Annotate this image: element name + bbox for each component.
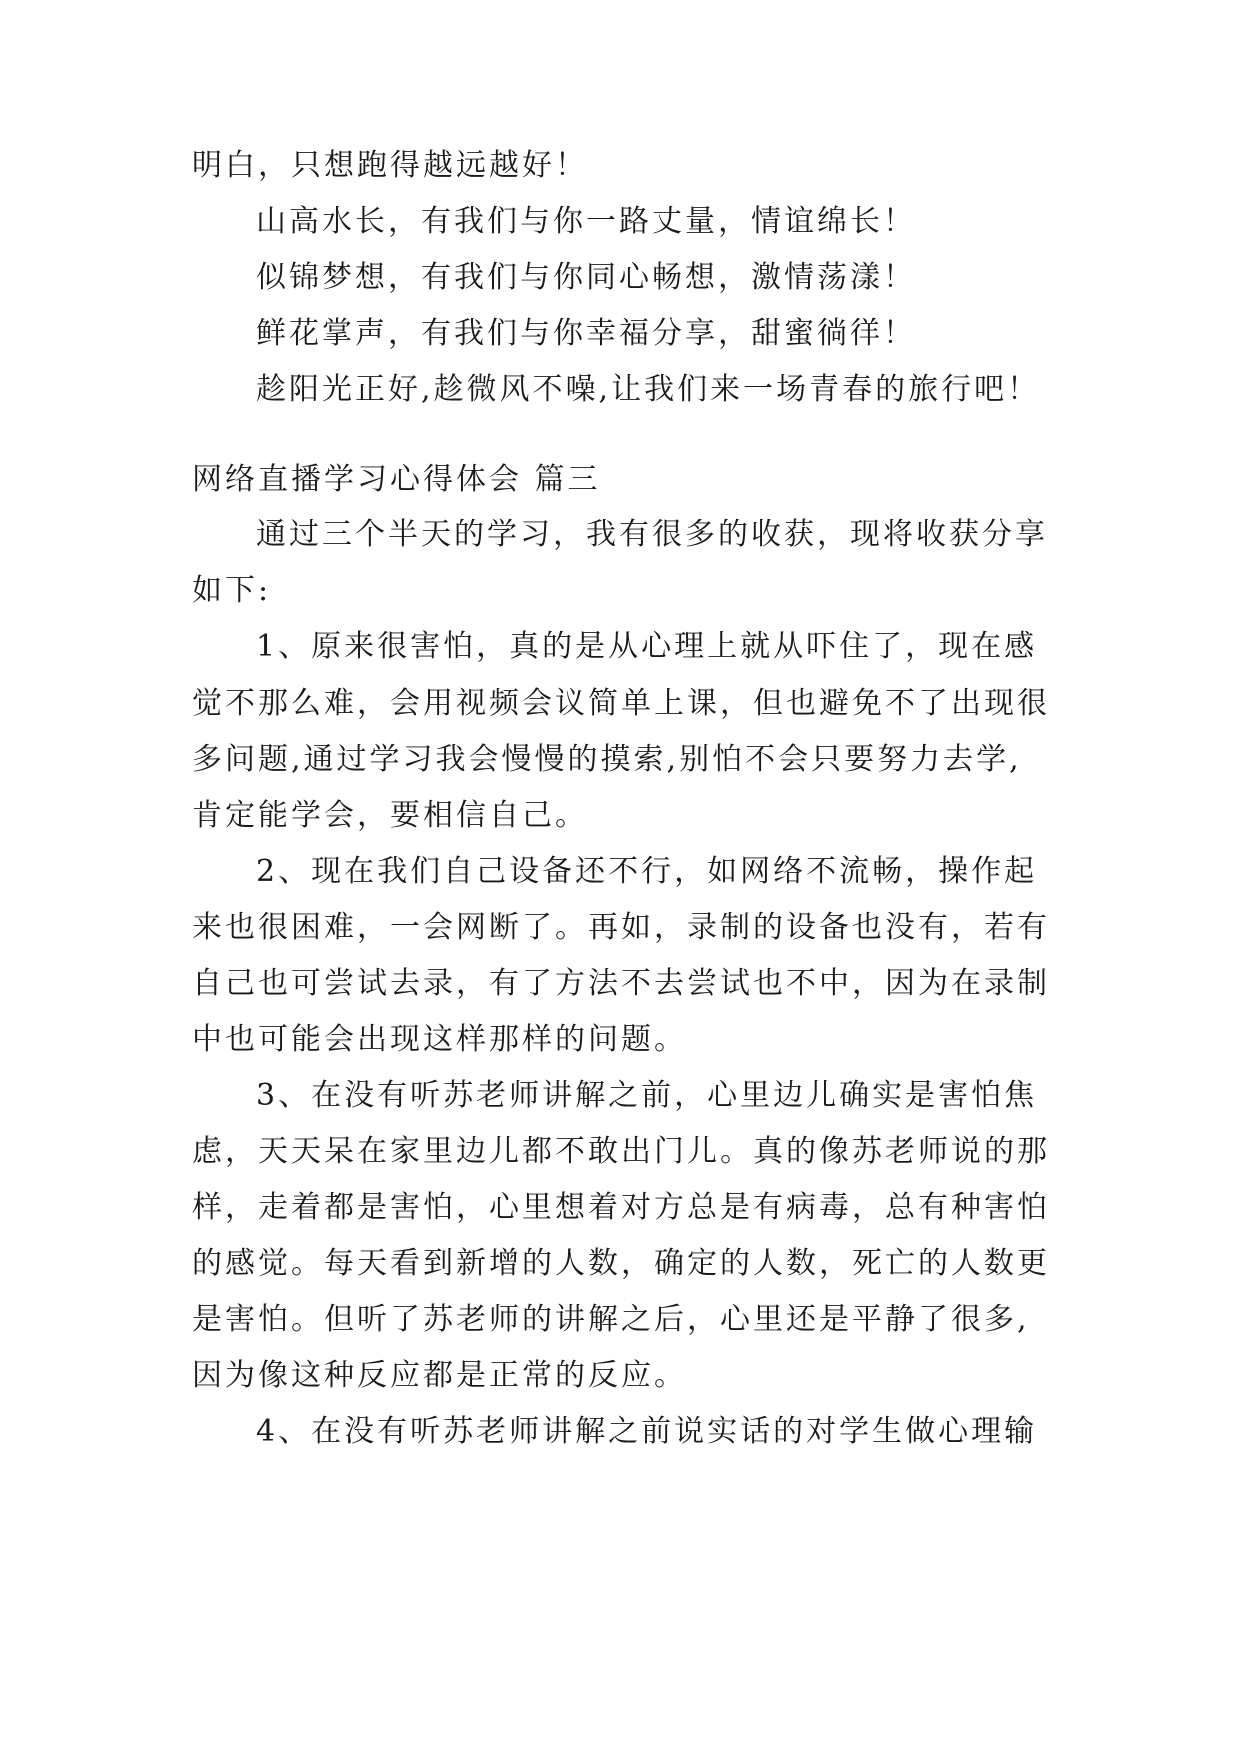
body-line: 1、原来很害怕，真的是从心理上就从吓住了，现在感 xyxy=(256,629,1038,664)
poem-line: 鲜花掌声，有我们与你幸福分享，甜蜜徜徉！ xyxy=(256,316,916,351)
body-line: 的感觉。每天看到新增的人数，确定的人数，死亡的人数更 xyxy=(192,1246,1050,1281)
body-line: 通过三个半天的学习，我有很多的收获，现将收获分享 xyxy=(256,517,1048,552)
body-line: 如下: xyxy=(192,573,272,608)
poem-line: 似锦梦想，有我们与你同心畅想，激情荡漾！ xyxy=(256,260,916,295)
poem-line: 山高水长，有我们与你一路丈量，情谊绵长！ xyxy=(256,204,916,239)
body-line: 觉不那么难，会用视频会议简单上课，但也避免不了出现很 xyxy=(192,686,1050,721)
body-line: 是害怕。但听了苏老师的讲解之后，心里还是平静了很多, xyxy=(192,1302,1030,1337)
body-line: 2、现在我们自己设备还不行，如网络不流畅，操作起 xyxy=(256,854,1038,889)
body-line: 多问题,通过学习我会慢慢的摸索,别怕不会只要努力去学, xyxy=(192,742,1022,777)
body-line: 样，走着都是害怕，心里想着对方总是有病毒，总有种害怕 xyxy=(192,1190,1050,1225)
poem-line: 趁阳光正好,趁微风不噪,让我们来一场青春的旅行吧！ xyxy=(256,372,1041,407)
poem-line: 明白，只想跑得越远越好！ xyxy=(192,148,588,183)
body-line: 4、在没有听苏老师讲解之前说实话的对学生做心理输 xyxy=(256,1414,1038,1449)
body-line: 中也可能会出现这样那样的问题。 xyxy=(192,1022,687,1057)
body-line: 肯定能学会，要相信自己。 xyxy=(192,798,588,833)
body-line: 3、在没有听苏老师讲解之前，心里边儿确实是害怕焦 xyxy=(256,1078,1038,1113)
body-line: 自己也可尝试去录，有了方法不去尝试也不中，因为在录制 xyxy=(192,966,1050,1001)
body-line: 来也很困难，一会网断了。再如，录制的设备也没有，若有 xyxy=(192,910,1050,945)
body-line: 虑，天天呆在家里边儿都不敢出门儿。真的像苏老师说的那 xyxy=(192,1134,1050,1169)
body-line: 因为像这种反应都是正常的反应。 xyxy=(192,1358,687,1393)
section-heading: 网络直播学习心得体会 篇三 xyxy=(192,462,601,497)
